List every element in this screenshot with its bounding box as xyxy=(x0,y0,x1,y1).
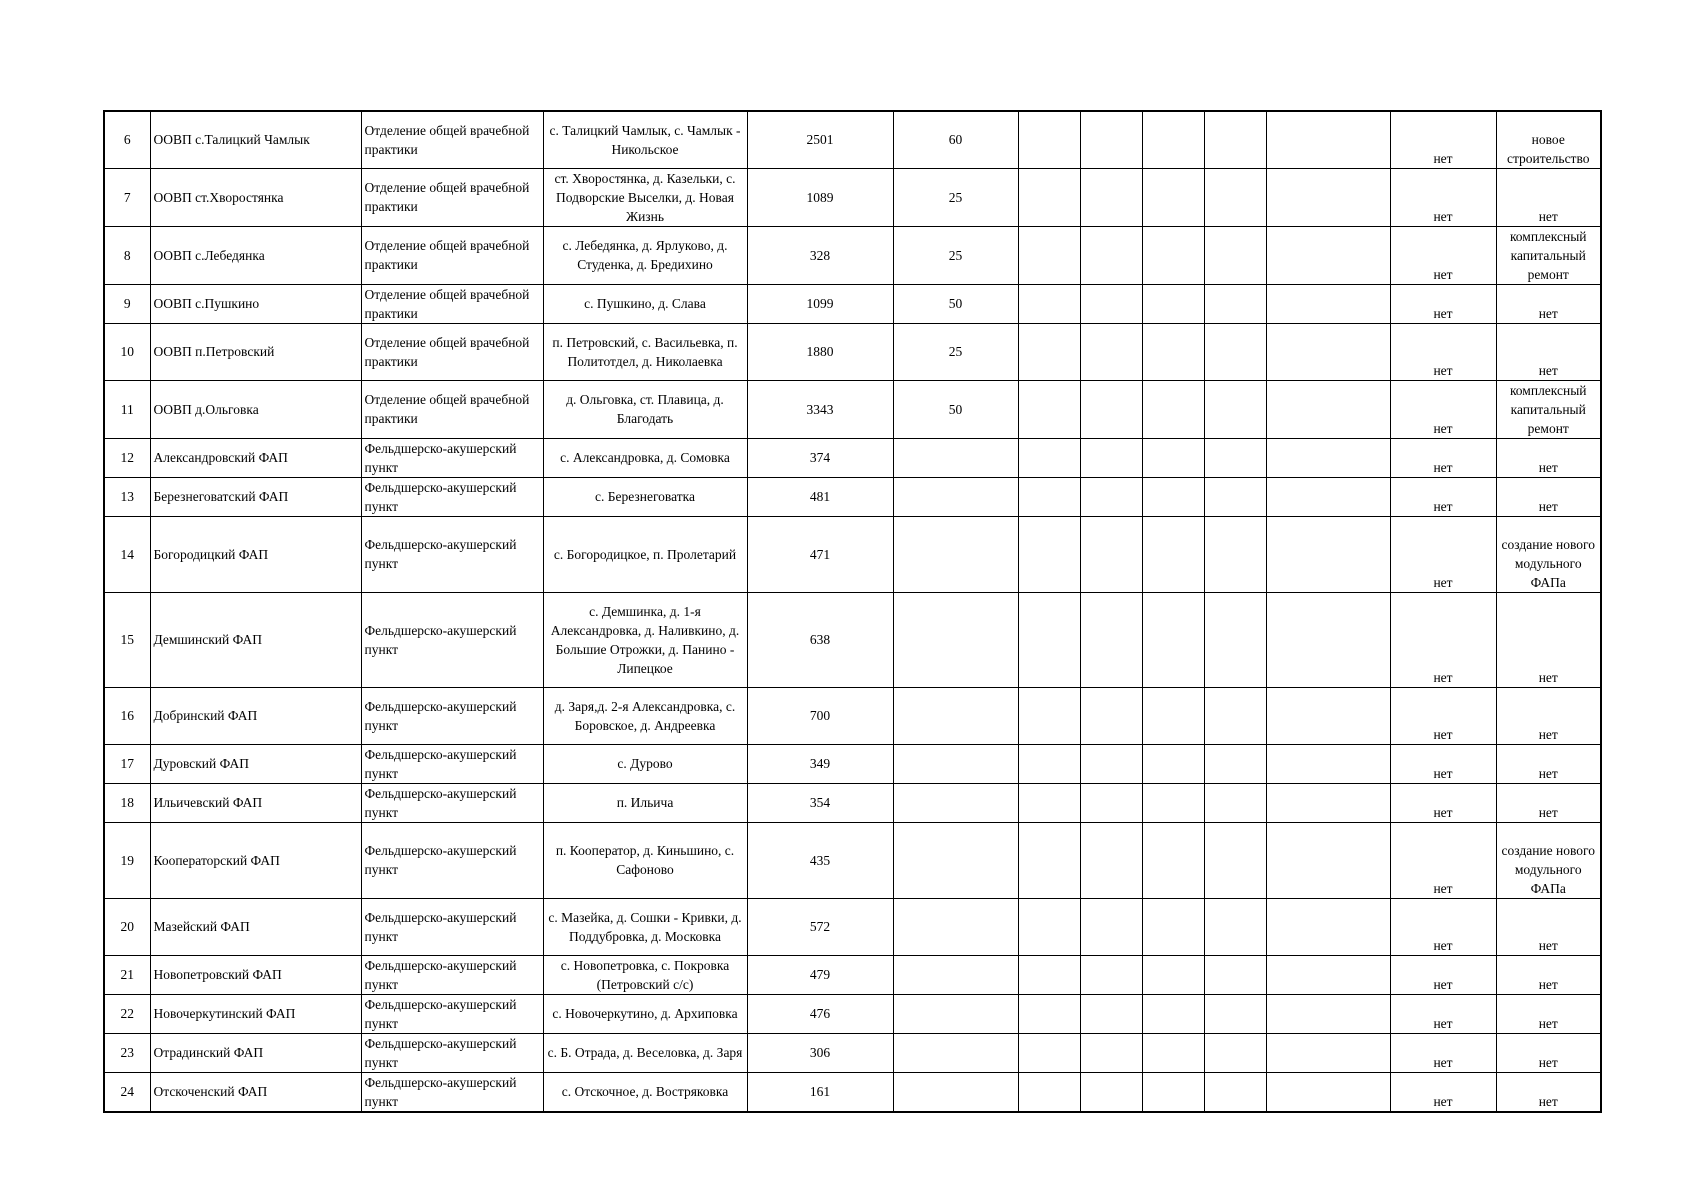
population-cell: 306 xyxy=(747,1033,893,1072)
planned-action-cell: нет xyxy=(1496,898,1601,955)
population-cell: 349 xyxy=(747,744,893,783)
empty-cell xyxy=(1266,822,1390,898)
empty-cell xyxy=(1142,744,1204,783)
status-cell: нет xyxy=(1390,380,1496,438)
empty-cell xyxy=(1018,284,1080,323)
status-cell: нет xyxy=(1390,168,1496,226)
empty-cell xyxy=(1018,477,1080,516)
facility-name-cell: Кооператорский ФАП xyxy=(150,822,361,898)
empty-cell xyxy=(1266,898,1390,955)
empty-cell xyxy=(1204,1072,1266,1112)
empty-cell xyxy=(1266,380,1390,438)
population-cell: 481 xyxy=(747,477,893,516)
empty-cell xyxy=(1142,111,1204,168)
empty-cell xyxy=(1204,898,1266,955)
table-row xyxy=(104,226,1601,284)
status-cell: нет xyxy=(1390,822,1496,898)
facility-name-cell: ООВП с.Лебедянка xyxy=(150,226,361,284)
planned-action-cell: комплексный капитальный ремонт xyxy=(1496,226,1601,284)
planned-action-cell: нет xyxy=(1496,687,1601,744)
population-cell: 1880 xyxy=(747,323,893,380)
facility-type-cell: Фельдшерско-акушерский пункт xyxy=(361,1072,543,1112)
served-localities-cell: с. Мазейка, д. Сошки - Кривки, д. Поддубровка, д. Московка xyxy=(543,898,747,955)
facility-type-cell: Фельдшерско-акушерский пункт xyxy=(361,1033,543,1072)
empty-cell xyxy=(1080,783,1142,822)
facility-type-cell: Отделение общей врачебной практики xyxy=(361,111,543,168)
empty-cell xyxy=(1266,111,1390,168)
row-number-cell: 19 xyxy=(104,822,150,898)
population-cell: 471 xyxy=(747,516,893,592)
empty-cell xyxy=(1018,898,1080,955)
empty-cell xyxy=(1080,744,1142,783)
empty-cell xyxy=(1080,955,1142,994)
facility-name-cell: Мазейский ФАП xyxy=(150,898,361,955)
capacity-cell: 50 xyxy=(893,284,1018,323)
empty-cell xyxy=(1266,516,1390,592)
empty-cell xyxy=(1266,438,1390,477)
empty-cell xyxy=(1142,477,1204,516)
served-localities-cell: с. Талицкий Чамлык, с. Чамлык - Никольское xyxy=(543,111,747,168)
planned-action-cell: создание нового модульного ФАПа xyxy=(1496,516,1601,592)
empty-cell xyxy=(1266,592,1390,687)
status-cell: нет xyxy=(1390,1072,1496,1112)
planned-action-cell: нет xyxy=(1496,744,1601,783)
table-row xyxy=(104,516,1601,592)
status-cell: нет xyxy=(1390,687,1496,744)
table-body xyxy=(104,111,1601,1112)
planned-action-cell: нет xyxy=(1496,1072,1601,1112)
served-localities-cell: ст. Хворостянка, д. Казельки, с. Подворские Выселки, д. Новая Жизнь xyxy=(543,168,747,226)
capacity-cell: 25 xyxy=(893,168,1018,226)
empty-cell xyxy=(1018,687,1080,744)
empty-cell xyxy=(1142,592,1204,687)
facility-name-cell: Ильичевский ФАП xyxy=(150,783,361,822)
empty-cell xyxy=(1142,822,1204,898)
status-cell: нет xyxy=(1390,226,1496,284)
facility-name-cell: Александровский ФАП xyxy=(150,438,361,477)
empty-cell xyxy=(1204,592,1266,687)
status-cell: нет xyxy=(1390,592,1496,687)
facility-type-cell: Фельдшерско-акушерский пункт xyxy=(361,477,543,516)
empty-cell xyxy=(1204,516,1266,592)
population-cell: 479 xyxy=(747,955,893,994)
status-cell: нет xyxy=(1390,1033,1496,1072)
table-row xyxy=(104,323,1601,380)
table-row xyxy=(104,1072,1601,1112)
facility-name-cell: ООВП д.Ольговка xyxy=(150,380,361,438)
empty-cell xyxy=(1204,438,1266,477)
facility-name-cell: ООВП ст.Хворостянка xyxy=(150,168,361,226)
facility-type-cell: Отделение общей врачебной практики xyxy=(361,380,543,438)
served-localities-cell: с. Отскочное, д. Востряковка xyxy=(543,1072,747,1112)
served-localities-cell: с. Березнеговатка xyxy=(543,477,747,516)
facility-name-cell: Богородицкий ФАП xyxy=(150,516,361,592)
row-number-cell: 9 xyxy=(104,284,150,323)
served-localities-cell: с. Александровка, д. Сомовка xyxy=(543,438,747,477)
empty-cell xyxy=(1080,516,1142,592)
facility-type-cell: Фельдшерско-акушерский пункт xyxy=(361,822,543,898)
facility-type-cell: Фельдшерско-акушерский пункт xyxy=(361,592,543,687)
served-localities-cell: с. Новочеркутино, д. Архиповка xyxy=(543,994,747,1033)
empty-cell xyxy=(1142,380,1204,438)
empty-cell xyxy=(1204,226,1266,284)
empty-cell xyxy=(1204,955,1266,994)
table-row xyxy=(104,111,1601,168)
planned-action-cell: нет xyxy=(1496,477,1601,516)
planned-action-cell: нет xyxy=(1496,168,1601,226)
empty-cell xyxy=(1142,955,1204,994)
empty-cell xyxy=(1204,783,1266,822)
row-number-cell: 21 xyxy=(104,955,150,994)
served-localities-cell: с. Лебедянка, д. Ярлуково, д. Студенка, д. Бредихино xyxy=(543,226,747,284)
status-cell: нет xyxy=(1390,994,1496,1033)
facility-name-cell: Демшинский ФАП xyxy=(150,592,361,687)
empty-cell xyxy=(1018,783,1080,822)
capacity-cell xyxy=(893,744,1018,783)
served-localities-cell: д. Заря,д. 2-я Александровка, с. Боровское, д. Андреевка xyxy=(543,687,747,744)
facility-name-cell: Отрадинский ФАП xyxy=(150,1033,361,1072)
served-localities-cell: с. Новопетровка, с. Покровка (Петровский с/с) xyxy=(543,955,747,994)
planned-action-cell: нет xyxy=(1496,592,1601,687)
empty-cell xyxy=(1018,955,1080,994)
facility-type-cell: Отделение общей врачебной практики xyxy=(361,284,543,323)
empty-cell xyxy=(1018,323,1080,380)
empty-cell xyxy=(1080,1033,1142,1072)
empty-cell xyxy=(1080,592,1142,687)
empty-cell xyxy=(1080,822,1142,898)
table-row xyxy=(104,592,1601,687)
empty-cell xyxy=(1142,687,1204,744)
empty-cell xyxy=(1018,516,1080,592)
empty-cell xyxy=(1080,323,1142,380)
capacity-cell: 60 xyxy=(893,111,1018,168)
empty-cell xyxy=(1142,1072,1204,1112)
empty-cell xyxy=(1018,226,1080,284)
row-number-cell: 13 xyxy=(104,477,150,516)
served-localities-cell: с. Демшинка, д. 1-я Александровка, д. Наливкино, д. Большие Отрожки, д. Панино - Липецкое xyxy=(543,592,747,687)
empty-cell xyxy=(1266,323,1390,380)
capacity-cell xyxy=(893,477,1018,516)
capacity-cell xyxy=(893,592,1018,687)
empty-cell xyxy=(1080,111,1142,168)
empty-cell xyxy=(1142,168,1204,226)
capacity-cell xyxy=(893,783,1018,822)
empty-cell xyxy=(1142,323,1204,380)
facility-type-cell: Фельдшерско-акушерский пункт xyxy=(361,516,543,592)
facility-type-cell: Фельдшерско-акушерский пункт xyxy=(361,783,543,822)
population-cell: 3343 xyxy=(747,380,893,438)
row-number-cell: 23 xyxy=(104,1033,150,1072)
population-cell: 1089 xyxy=(747,168,893,226)
planned-action-cell: нет xyxy=(1496,955,1601,994)
planned-action-cell: нет xyxy=(1496,438,1601,477)
capacity-cell: 25 xyxy=(893,226,1018,284)
status-cell: нет xyxy=(1390,898,1496,955)
empty-cell xyxy=(1080,168,1142,226)
empty-cell xyxy=(1080,687,1142,744)
row-number-cell: 20 xyxy=(104,898,150,955)
facility-name-cell: Новочеркутинский ФАП xyxy=(150,994,361,1033)
capacity-cell xyxy=(893,955,1018,994)
facility-name-cell: ООВП п.Петровский xyxy=(150,323,361,380)
served-localities-cell: п. Ильича xyxy=(543,783,747,822)
capacity-cell xyxy=(893,438,1018,477)
population-cell: 161 xyxy=(747,1072,893,1112)
facility-name-cell: Отскоченский ФАП xyxy=(150,1072,361,1112)
served-localities-cell: с. Богородицкое, п. Пролетарий xyxy=(543,516,747,592)
row-number-cell: 14 xyxy=(104,516,150,592)
planned-action-cell: нет xyxy=(1496,1033,1601,1072)
empty-cell xyxy=(1018,168,1080,226)
facility-name-cell: ООВП с.Талицкий Чамлык xyxy=(150,111,361,168)
row-number-cell: 10 xyxy=(104,323,150,380)
capacity-cell xyxy=(893,1072,1018,1112)
empty-cell xyxy=(1018,994,1080,1033)
facility-type-cell: Фельдшерско-акушерский пункт xyxy=(361,994,543,1033)
row-number-cell: 22 xyxy=(104,994,150,1033)
planned-action-cell: нет xyxy=(1496,323,1601,380)
capacity-cell xyxy=(893,898,1018,955)
empty-cell xyxy=(1266,744,1390,783)
table-row xyxy=(104,380,1601,438)
empty-cell xyxy=(1204,994,1266,1033)
empty-cell xyxy=(1142,994,1204,1033)
row-number-cell: 12 xyxy=(104,438,150,477)
served-localities-cell: с. Б. Отрада, д. Веселовка, д. Заря xyxy=(543,1033,747,1072)
empty-cell xyxy=(1142,783,1204,822)
capacity-cell xyxy=(893,687,1018,744)
status-cell: нет xyxy=(1390,744,1496,783)
table-row xyxy=(104,994,1601,1033)
table-row xyxy=(104,783,1601,822)
empty-cell xyxy=(1266,1033,1390,1072)
facility-type-cell: Отделение общей врачебной практики xyxy=(361,323,543,380)
planned-action-cell: комплексный капитальный ремонт xyxy=(1496,380,1601,438)
empty-cell xyxy=(1142,226,1204,284)
empty-cell xyxy=(1080,1072,1142,1112)
capacity-cell: 50 xyxy=(893,380,1018,438)
status-cell: нет xyxy=(1390,477,1496,516)
empty-cell xyxy=(1266,284,1390,323)
empty-cell xyxy=(1204,323,1266,380)
capacity-cell: 25 xyxy=(893,323,1018,380)
empty-cell xyxy=(1204,687,1266,744)
facility-name-cell: Добринский ФАП xyxy=(150,687,361,744)
empty-cell xyxy=(1018,592,1080,687)
empty-cell xyxy=(1204,822,1266,898)
served-localities-cell: д. Ольговка, ст. Плавица, д. Благодать xyxy=(543,380,747,438)
empty-cell xyxy=(1080,284,1142,323)
empty-cell xyxy=(1080,994,1142,1033)
population-cell: 2501 xyxy=(747,111,893,168)
table-row xyxy=(104,687,1601,744)
empty-cell xyxy=(1204,380,1266,438)
facility-type-cell: Отделение общей врачебной практики xyxy=(361,168,543,226)
population-cell: 638 xyxy=(747,592,893,687)
planned-action-cell: нет xyxy=(1496,783,1601,822)
row-number-cell: 17 xyxy=(104,744,150,783)
facility-name-cell: ООВП с.Пушкино xyxy=(150,284,361,323)
table-row xyxy=(104,168,1601,226)
status-cell: нет xyxy=(1390,438,1496,477)
table-row xyxy=(104,898,1601,955)
empty-cell xyxy=(1266,783,1390,822)
served-localities-cell: с. Пушкино, д. Слава xyxy=(543,284,747,323)
row-number-cell: 11 xyxy=(104,380,150,438)
planned-action-cell: новое строительство xyxy=(1496,111,1601,168)
empty-cell xyxy=(1266,226,1390,284)
empty-cell xyxy=(1266,1072,1390,1112)
table-row xyxy=(104,438,1601,477)
empty-cell xyxy=(1142,1033,1204,1072)
empty-cell xyxy=(1018,822,1080,898)
facility-name-cell: Дуровский ФАП xyxy=(150,744,361,783)
status-cell: нет xyxy=(1390,284,1496,323)
population-cell: 328 xyxy=(747,226,893,284)
table-row xyxy=(104,744,1601,783)
population-cell: 1099 xyxy=(747,284,893,323)
empty-cell xyxy=(1204,111,1266,168)
capacity-cell xyxy=(893,994,1018,1033)
table-row xyxy=(104,955,1601,994)
facilities-table xyxy=(103,110,1602,1113)
facility-name-cell: Березнеговатский ФАП xyxy=(150,477,361,516)
empty-cell xyxy=(1266,994,1390,1033)
row-number-cell: 7 xyxy=(104,168,150,226)
empty-cell xyxy=(1204,168,1266,226)
empty-cell xyxy=(1266,955,1390,994)
row-number-cell: 16 xyxy=(104,687,150,744)
facility-type-cell: Фельдшерско-акушерский пункт xyxy=(361,438,543,477)
status-cell: нет xyxy=(1390,516,1496,592)
capacity-cell xyxy=(893,822,1018,898)
empty-cell xyxy=(1142,438,1204,477)
population-cell: 354 xyxy=(747,783,893,822)
planned-action-cell: нет xyxy=(1496,994,1601,1033)
empty-cell xyxy=(1204,744,1266,783)
empty-cell xyxy=(1204,1033,1266,1072)
capacity-cell xyxy=(893,516,1018,592)
population-cell: 700 xyxy=(747,687,893,744)
served-localities-cell: с. Дурово xyxy=(543,744,747,783)
empty-cell xyxy=(1018,111,1080,168)
empty-cell xyxy=(1266,168,1390,226)
row-number-cell: 24 xyxy=(104,1072,150,1112)
planned-action-cell: нет xyxy=(1496,284,1601,323)
facility-type-cell: Фельдшерско-акушерский пункт xyxy=(361,744,543,783)
empty-cell xyxy=(1142,516,1204,592)
status-cell: нет xyxy=(1390,955,1496,994)
population-cell: 374 xyxy=(747,438,893,477)
status-cell: нет xyxy=(1390,783,1496,822)
planned-action-cell: создание нового модульного ФАПа xyxy=(1496,822,1601,898)
empty-cell xyxy=(1080,226,1142,284)
facility-type-cell: Фельдшерско-акушерский пункт xyxy=(361,687,543,744)
row-number-cell: 15 xyxy=(104,592,150,687)
empty-cell xyxy=(1080,898,1142,955)
facility-type-cell: Фельдшерско-акушерский пункт xyxy=(361,955,543,994)
status-cell: нет xyxy=(1390,111,1496,168)
empty-cell xyxy=(1018,438,1080,477)
empty-cell xyxy=(1266,687,1390,744)
row-number-cell: 6 xyxy=(104,111,150,168)
empty-cell xyxy=(1080,438,1142,477)
row-number-cell: 8 xyxy=(104,226,150,284)
row-number-cell: 18 xyxy=(104,783,150,822)
empty-cell xyxy=(1080,477,1142,516)
empty-cell xyxy=(1018,380,1080,438)
facility-type-cell: Фельдшерско-акушерский пункт xyxy=(361,898,543,955)
table-row xyxy=(104,477,1601,516)
empty-cell xyxy=(1018,744,1080,783)
capacity-cell xyxy=(893,1033,1018,1072)
table-row xyxy=(104,822,1601,898)
served-localities-cell: п. Кооператор, д. Киньшино, с. Сафоново xyxy=(543,822,747,898)
empty-cell xyxy=(1018,1072,1080,1112)
facility-type-cell: Отделение общей врачебной практики xyxy=(361,226,543,284)
table-row xyxy=(104,1033,1601,1072)
table-row xyxy=(104,284,1601,323)
population-cell: 572 xyxy=(747,898,893,955)
population-cell: 476 xyxy=(747,994,893,1033)
empty-cell xyxy=(1204,477,1266,516)
empty-cell xyxy=(1018,1033,1080,1072)
empty-cell xyxy=(1142,898,1204,955)
empty-cell xyxy=(1142,284,1204,323)
served-localities-cell: п. Петровский, с. Васильевка, п. Политотдел, д. Николаевка xyxy=(543,323,747,380)
status-cell: нет xyxy=(1390,323,1496,380)
empty-cell xyxy=(1266,477,1390,516)
population-cell: 435 xyxy=(747,822,893,898)
facility-name-cell: Новопетровский ФАП xyxy=(150,955,361,994)
empty-cell xyxy=(1204,284,1266,323)
empty-cell xyxy=(1080,380,1142,438)
